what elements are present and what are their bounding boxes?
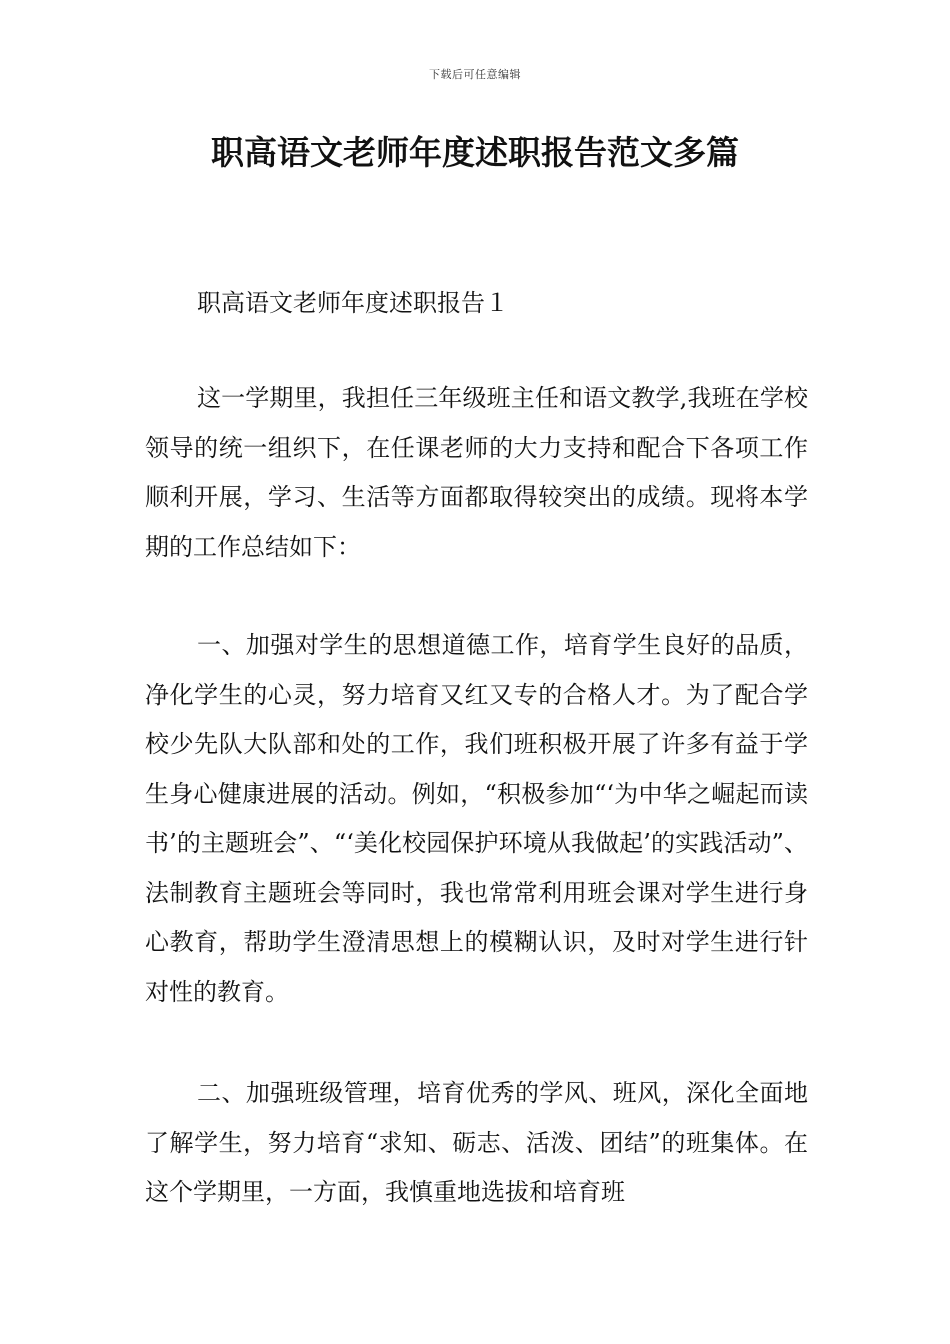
section-heading: 职高语文老师年度述职报告１ [197, 289, 509, 317]
paragraph-intro: 这一学期里，我担任三年级班主任和语文教学,我班在学校领导的统一组织下，在任课老师的大力支持和配合下各项工作顺利开展，学习、生活等方面都取得较突出的成绩。现将本学期的工作总结如下： [145, 384, 808, 561]
header-note: 下载后可任意编辑 [429, 68, 521, 81]
document-title: 职高语文老师年度述职报告范文多篇 [211, 133, 739, 172]
paragraph-moral-education: 一、加强对学生的思想道德工作，培育学生良好的品质，净化学生的心灵，努力培育又红又专的合格人才。为了配合学校少先队大队部和处的工作，我们班积极开展了许多有益于学生身心健康进展的活动。例如，“积极参加“‘为中华之崛起而读书’的主题班会”、“‘美化校园保护环境从我做起’的实践活动”、法制教育主题班会等同时，我也常常利用班会课对学生进行身心教育，帮助学生澄清思想上的模糊认识，及时对学生进行针对性的教育。 [145, 631, 808, 1006]
paragraph-class-management: 二、加强班级管理，培育优秀的学风、班风，深化全面地了解学生，努力培育“求知、砺志、活泼、团结”的班集体。在这个学期里，一方面，我慎重地选拔和培育班 [145, 1079, 808, 1206]
